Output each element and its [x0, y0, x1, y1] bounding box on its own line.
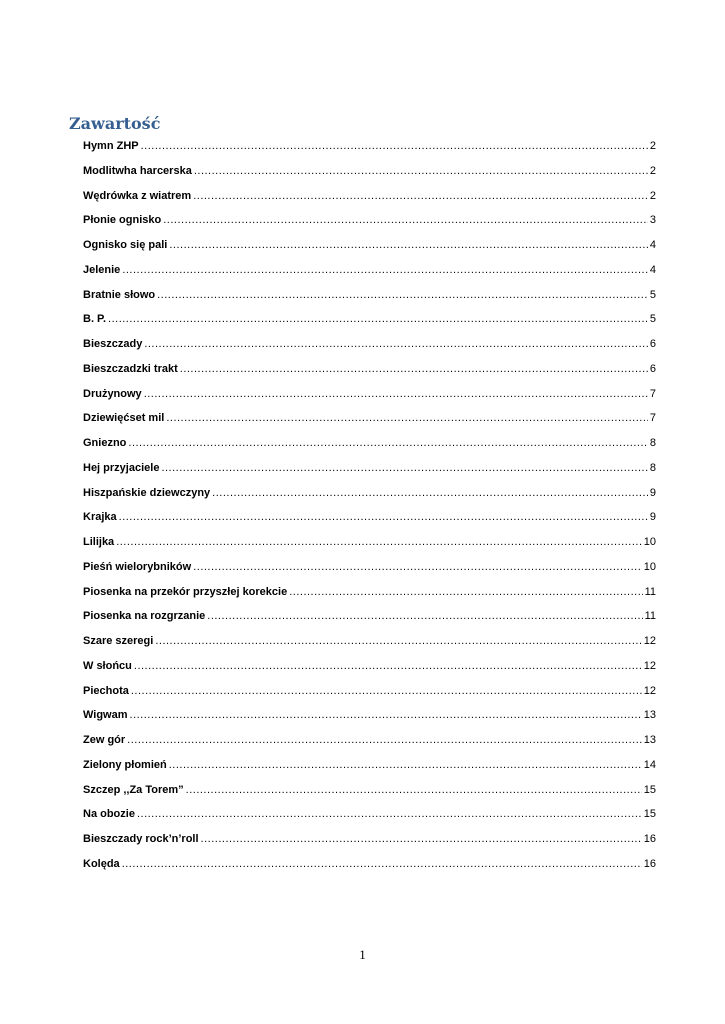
- toc-entry-page[interactable]: 5: [649, 313, 656, 326]
- toc-entry[interactable]: [83, 509, 656, 534]
- toc-entry-label[interactable]: Lilijka: [83, 536, 115, 548]
- toc-dot-leader: [128, 435, 647, 451]
- toc-entry[interactable]: [83, 460, 656, 485]
- toc-dot-leader: [155, 633, 641, 649]
- toc-entry-label[interactable]: B. P.: [83, 313, 107, 326]
- toc-entry-page[interactable]: 4: [649, 239, 656, 251]
- toc-entry-page[interactable]: 2: [649, 164, 656, 177]
- toc-entry-label[interactable]: Bieszczadzki trakt: [83, 362, 178, 375]
- toc-entry[interactable]: [83, 658, 656, 683]
- toc-entry[interactable]: [83, 633, 656, 658]
- toc-entry[interactable]: [83, 287, 656, 312]
- toc-entry-label[interactable]: W słońcu: [83, 659, 132, 672]
- toc-entry-label[interactable]: Piosenka na rozgrzanie: [83, 610, 206, 623]
- toc-entry-label[interactable]: Zielony płomień: [83, 758, 167, 771]
- toc-entry-label[interactable]: Piechota: [83, 684, 129, 697]
- toc-entry[interactable]: [83, 534, 656, 559]
- toc-entry-page[interactable]: 16: [643, 857, 656, 870]
- toc-entry-page[interactable]: 6: [649, 338, 656, 350]
- toc-entry-page[interactable]: 13: [643, 709, 656, 722]
- toc-entry-page[interactable]: 11: [644, 610, 656, 623]
- toc-entry-label[interactable]: Drużynowy: [83, 387, 142, 400]
- toc-dot-leader: [108, 311, 648, 327]
- toc-entry-page[interactable]: 5: [649, 288, 656, 301]
- toc-entry-page[interactable]: 9: [649, 511, 656, 524]
- toc-entry-label[interactable]: Płonie ognisko: [83, 214, 162, 227]
- toc-dot-leader: [157, 287, 648, 303]
- toc-entry-page[interactable]: 6: [649, 362, 656, 375]
- toc-entry-page[interactable]: 16: [643, 833, 656, 845]
- toc-entry-page[interactable]: 2: [649, 189, 656, 202]
- toc-dot-leader: [180, 361, 648, 377]
- toc-entry-page[interactable]: 15: [643, 783, 656, 796]
- toc-entry[interactable]: [83, 782, 656, 807]
- toc-dot-leader: [212, 485, 648, 501]
- toc-entry[interactable]: [83, 757, 656, 782]
- toc-entry-label[interactable]: Krajka: [83, 511, 117, 524]
- toc-entry[interactable]: [83, 386, 656, 411]
- toc-dot-leader: [163, 212, 648, 228]
- toc-entry-label[interactable]: Na obozie: [83, 808, 135, 821]
- toc-dot-leader: [207, 608, 642, 624]
- toc-dot-leader: [166, 410, 648, 426]
- toc-entry-label[interactable]: Hiszpańskie dziewczyny: [83, 486, 211, 499]
- toc-entry[interactable]: [83, 410, 656, 435]
- toc-dot-leader: [137, 806, 642, 822]
- toc-dot-leader: [169, 757, 642, 773]
- toc-entry[interactable]: [83, 188, 656, 213]
- toc-entry[interactable]: [83, 163, 656, 188]
- toc-dot-leader: [122, 262, 648, 278]
- toc-entry-page[interactable]: 10: [643, 560, 656, 573]
- toc-title: Zawartość: [69, 114, 161, 133]
- toc-entry-label[interactable]: Bieszczady rock’n’roll: [83, 833, 199, 845]
- toc-entry-page[interactable]: 3: [649, 214, 656, 227]
- toc-dot-leader: [122, 856, 642, 872]
- toc-entry-label[interactable]: Wigwam: [83, 709, 128, 722]
- toc-entry-page[interactable]: 14: [643, 758, 656, 771]
- toc-entry-label[interactable]: Bratnie słowo: [83, 288, 156, 301]
- toc-entry-page[interactable]: 4: [649, 263, 656, 276]
- toc-entry-page[interactable]: 12: [643, 635, 656, 647]
- toc-dot-leader: [119, 509, 648, 525]
- toc-entry-label[interactable]: Hej przyjaciele: [83, 461, 160, 474]
- toc-list: [83, 138, 656, 881]
- toc-entry-page[interactable]: 9: [649, 486, 656, 499]
- toc-entry[interactable]: [83, 831, 656, 856]
- toc-entry-label[interactable]: Pieśń wielorybników: [83, 560, 192, 573]
- toc-entry-label[interactable]: Ognisko się pali: [83, 239, 168, 251]
- toc-entry-label[interactable]: Piosenka na przekór przyszłej korekcie: [83, 585, 288, 598]
- toc-entry[interactable]: [83, 336, 656, 361]
- toc-entry-page[interactable]: 12: [643, 684, 656, 697]
- toc-entry[interactable]: [83, 707, 656, 732]
- toc-entry[interactable]: [83, 212, 656, 237]
- toc-entry[interactable]: [83, 485, 656, 510]
- toc-entry[interactable]: [83, 608, 656, 633]
- toc-dot-leader: [130, 707, 642, 723]
- toc-dot-leader: [193, 559, 642, 575]
- toc-entry-page[interactable]: 15: [643, 808, 656, 821]
- toc-entry-page[interactable]: 11: [644, 585, 656, 598]
- toc-dot-leader: [116, 534, 642, 550]
- toc-entry[interactable]: [83, 237, 656, 262]
- toc-entry[interactable]: [83, 138, 656, 163]
- toc-entry-label[interactable]: Hymn ZHP: [83, 140, 139, 152]
- toc-dot-leader: [131, 683, 642, 699]
- toc-entry[interactable]: [83, 584, 656, 609]
- toc-entry-page[interactable]: 8: [649, 461, 656, 474]
- toc-entry[interactable]: [83, 856, 656, 881]
- toc-entry[interactable]: [83, 361, 656, 386]
- toc-entry-page[interactable]: 2: [649, 140, 656, 152]
- toc-entry-page[interactable]: 10: [643, 536, 656, 548]
- toc-dot-leader: [144, 336, 648, 352]
- toc-entry[interactable]: [83, 806, 656, 831]
- toc-dot-leader: [127, 732, 642, 748]
- toc-entry-label[interactable]: Bieszczady: [83, 338, 143, 350]
- toc-dot-leader: [144, 386, 648, 402]
- toc-entry-label[interactable]: Wędrówka z wiatrem: [83, 189, 192, 202]
- toc-entry-page[interactable]: 12: [643, 659, 656, 672]
- toc-dot-leader: [194, 163, 648, 179]
- toc-entry[interactable]: [83, 683, 656, 708]
- toc-entry-label[interactable]: Szare szeregi: [83, 635, 154, 647]
- toc-entry[interactable]: [83, 559, 656, 584]
- page-number: 1: [359, 947, 366, 962]
- toc-entry-page[interactable]: 8: [649, 437, 656, 449]
- toc-entry[interactable]: [83, 732, 656, 757]
- toc-dot-leader: [134, 658, 642, 674]
- toc-dot-leader: [201, 831, 642, 847]
- toc-entry-label[interactable]: Dziewięćset mil: [83, 412, 165, 425]
- toc-entry-page[interactable]: 7: [649, 412, 656, 425]
- toc-entry-page[interactable]: 7: [649, 387, 656, 400]
- toc-entry[interactable]: [83, 311, 656, 336]
- toc-entry-label[interactable]: Modlitwha harcerska: [83, 164, 192, 177]
- toc-entry-label[interactable]: Szczep ,,Za Torem”: [83, 783, 184, 796]
- toc-entry-label[interactable]: Gniezno: [83, 437, 127, 449]
- toc-entry-label[interactable]: Zew gór: [83, 734, 126, 746]
- toc-dot-leader: [193, 188, 648, 204]
- toc-entry-label[interactable]: Jelenie: [83, 263, 121, 276]
- toc-entry[interactable]: [83, 262, 656, 287]
- toc-entry[interactable]: [83, 435, 656, 460]
- toc-dot-leader: [141, 138, 648, 154]
- toc-dot-leader: [289, 584, 642, 600]
- toc-dot-leader: [169, 237, 648, 253]
- toc-dot-leader: [161, 460, 647, 476]
- toc-entry-label[interactable]: Kolęda: [83, 857, 120, 870]
- toc-entry-page[interactable]: 13: [643, 734, 656, 746]
- toc-dot-leader: [186, 782, 642, 798]
